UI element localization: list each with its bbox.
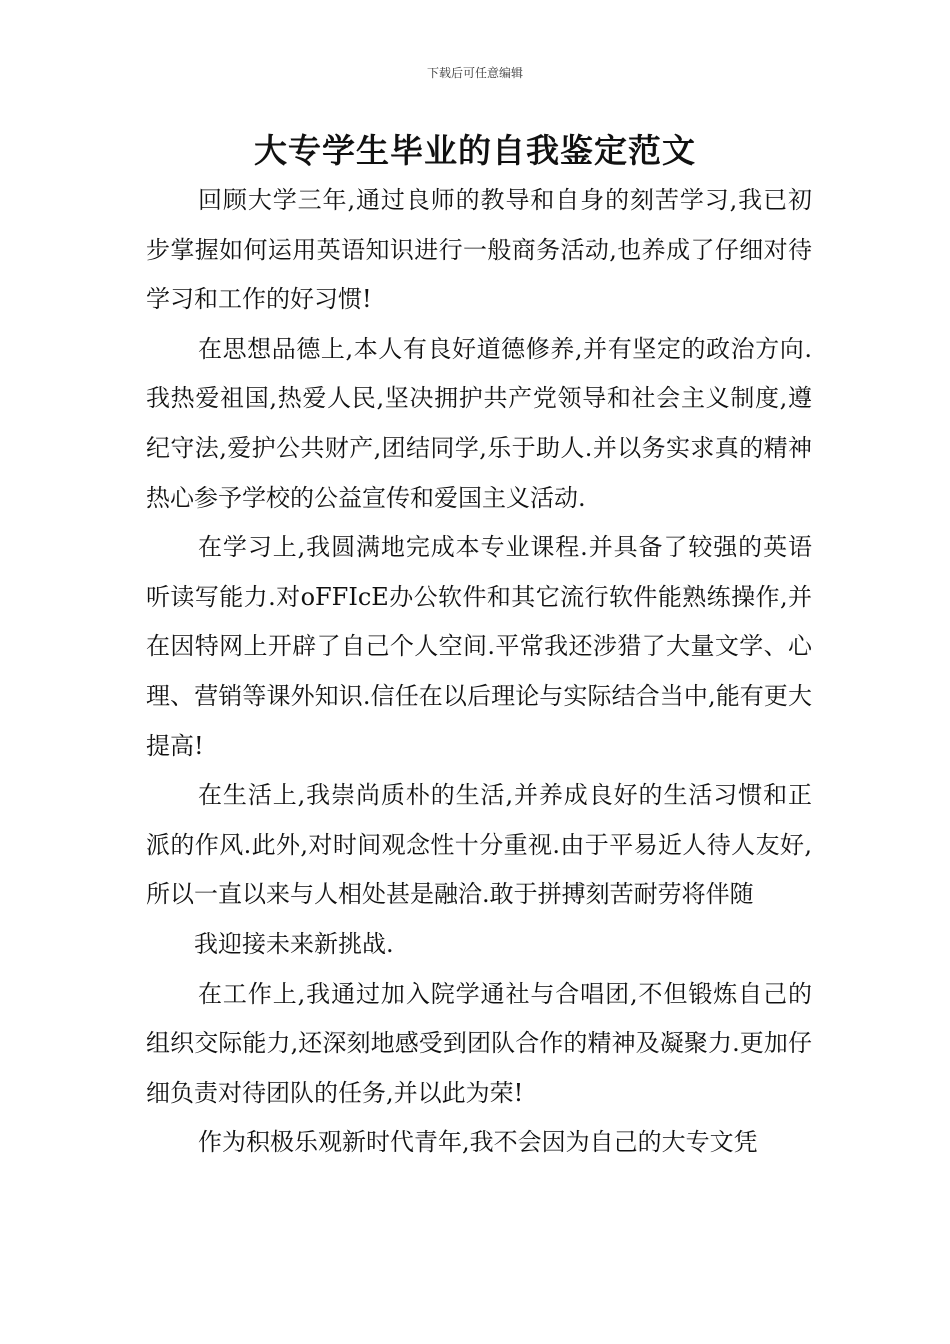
- paragraph-life: 在生活上,我崇尚质朴的生活,并养成良好的生活习惯和正派的作风.此外,对时间观念性十分重视.由于平易近人待人友好,所以一直以来与人相处甚是融洽.敢于拼搏刻苦耐劳将伴随: [146, 781, 812, 909]
- paragraph-youth: 作为积极乐观新时代青年,我不会因为自己的大专文凭: [198, 1128, 758, 1157]
- document-title: 大专学生毕业的自我鉴定范文: [254, 131, 696, 170]
- paragraph-study: 在学习上,我圆满地完成本专业课程.并具备了较强的英语听读写能力.对oFFIcE办公软件和其它流行软件能熟练操作,并在因特网上开辟了自己个人空间.平常我还涉猎了大量文学、心理、营销等课外知识.信任在以后理论与实际结合当中,能有更大提高!: [146, 533, 812, 760]
- paragraph-review: 回顾大学三年,通过良师的教导和自身的刻苦学习,我已初步掌握如何运用英语知识进行一般商务活动,也养成了仔细对待学习和工作的好习惯!: [146, 186, 812, 314]
- header-note: 下载后可任意编辑: [426, 66, 523, 80]
- document-body: [146, 176, 812, 1168]
- paragraph-morality: 在思想品德上,本人有良好道德修养,并有坚定的政治方向.我热爱祖国,热爱人民,坚决拥护共产党领导和社会主义制度,遵纪守法,爱护公共财产,团结同学,乐于助人.并以务实求真的精神热心参予学校的公益宣传和爱国主义活动.: [146, 334, 812, 512]
- paragraph-challenge: 我迎接未来新挑战.: [194, 929, 394, 958]
- paragraph-work: 在工作上,我通过加入院学通社与合唱团,不但锻炼自己的组织交际能力,还深刻地感受到团队合作的精神及凝聚力.更加仔细负责对待团队的任务,并以此为荣!: [146, 979, 812, 1107]
